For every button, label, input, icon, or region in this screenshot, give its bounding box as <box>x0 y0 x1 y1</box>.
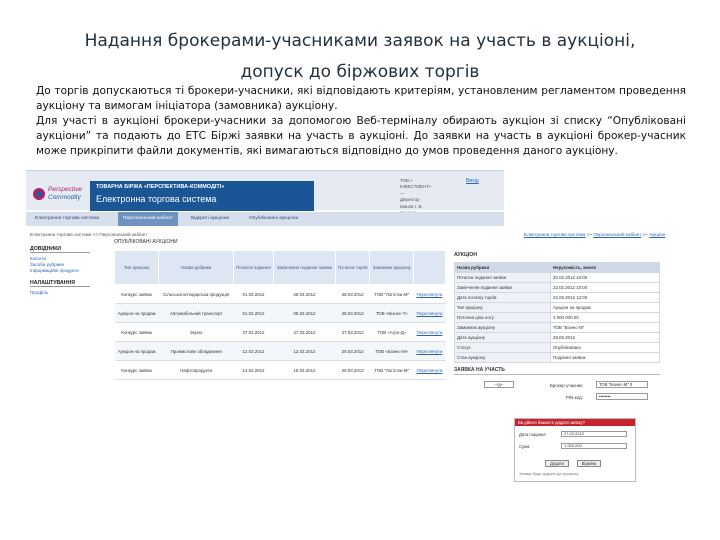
table-cell: 27.03.2012 <box>233 323 273 342</box>
view-link[interactable]: Переглянути <box>414 285 446 304</box>
table-cell: Аукціон на продаж <box>115 342 159 361</box>
table-cell: 29.03.2012 <box>335 342 370 361</box>
logo-icon <box>32 187 46 201</box>
detail-key: Замовник аукціону <box>455 323 551 333</box>
tab-ets[interactable]: Електронна торгова система <box>35 216 100 221</box>
table-row[interactable] <box>115 285 446 304</box>
dialog-note: Заявку буде додано до аукціону <box>519 471 579 476</box>
col-header: Початок подання <box>233 251 273 285</box>
table-cell: 01.03.2012 <box>233 304 273 323</box>
col-header <box>414 251 446 285</box>
user-info <box>400 178 460 216</box>
detail-value: Опубліковано <box>551 343 660 353</box>
table-cell: 29.03.2012 <box>335 361 370 380</box>
user-line: ТОВ « <box>400 178 413 183</box>
paragraph-1: До торгів допускаються ті брокери-учасники, які відповідають критеріям, установленим регламентом проведення аукціону та вимогам ініціатора (замовника) аукціону. <box>36 85 686 112</box>
auction-details-table <box>454 262 660 363</box>
table-cell: 09.03.2012 <box>274 304 336 323</box>
detail-value: 29.02.2012 <box>551 333 660 343</box>
col-header: Замовник аукціону <box>370 251 414 285</box>
tab-published-auctions[interactable]: Опубліковані аукціони <box>249 216 299 221</box>
web-terminal-screenshot <box>26 162 700 502</box>
broker-field[interactable]: ТОВ "Бізнес-М" 0 <box>596 381 648 388</box>
table-cell: ТОВ «Агро-Д» <box>370 323 414 342</box>
detail-key: Статус <box>455 343 551 353</box>
sum-field[interactable]: 1 000 000 <box>561 443 627 449</box>
detail-key: Тип аукціону <box>455 303 551 313</box>
slide-title <box>0 26 720 88</box>
detail-key: Дата аукціону <box>455 333 551 343</box>
paragraph-2: Для участі в аукціоні брокери-учасники за допомогою Веб-терміналу обирають аукціон зі списку “Опубліковані аукціони” та подають до ЕТС Біржі заявки на участь в аукціоні. До заявки на участь в аукціоні брокер-учасник може прикріпити файли документів, які вимагаються відповідно до умов проведення даного аукціону. <box>36 115 686 157</box>
table-cell: 01.03.2012 <box>233 285 273 304</box>
sidebar-item-clients[interactable]: Клієнти <box>30 256 46 261</box>
request-box <box>454 374 660 418</box>
table-cell: Аукціон на продаж <box>115 304 159 323</box>
detail-value: 1 000 000.00 <box>551 313 660 323</box>
table-row[interactable] <box>115 361 446 380</box>
detail-value: 20.02.2012 10:00 <box>551 273 660 283</box>
main-nav <box>26 212 504 226</box>
exit-link[interactable]: Вихід <box>466 178 479 184</box>
request-title: ЗАЯВКА НА УЧАСТЬ <box>454 367 505 373</box>
detail-value: Подання заявок <box>551 353 660 363</box>
date-field[interactable]: 27.02.2012 <box>561 431 627 437</box>
table-cell: ТОВ «Бізнес-Т» <box>370 304 414 323</box>
detail-key: Початок подання заявок <box>455 273 551 283</box>
pin-field[interactable]: •••••••• <box>596 393 648 400</box>
user-line: Іванов І. В. <box>400 203 423 209</box>
table-cell: 28.03.2012 <box>335 304 370 323</box>
crumb-ets[interactable]: Електронна торгова система <box>524 232 586 237</box>
sidebar-heading: ДОВІДНИКИ <box>30 246 90 253</box>
request-select[interactable]: --Ід-- <box>484 381 514 388</box>
view-link[interactable]: Переглянути <box>414 342 446 361</box>
auctions-table <box>114 250 446 380</box>
detail-value: Нерухомість, земля <box>551 263 660 273</box>
table-row[interactable] <box>115 323 446 342</box>
col-header: Тип аукціону <box>115 251 159 285</box>
table-cell: 28.03.2012 <box>274 285 336 304</box>
sum-label: Сума <box>519 444 530 449</box>
banner-main: Електронна торгова система <box>96 194 217 204</box>
tab-personal-cabinet[interactable]: Персональний кабінет <box>118 212 178 226</box>
tab-open-auctions[interactable]: Відкриті аукціони <box>191 216 230 221</box>
table-cell: 12.03.2012 <box>233 342 273 361</box>
view-link[interactable]: Переглянути <box>414 304 446 323</box>
date-label: Дата подання <box>519 432 546 437</box>
table-cell: ТОВ "Логістик-М" <box>370 285 414 304</box>
table-cell: 12.03.2012 <box>274 342 336 361</box>
table-cell: Сільськогосподарська продукція <box>159 285 234 304</box>
system-banner <box>90 181 314 211</box>
slide-title-line2: допуск до біржових торгів <box>240 62 480 82</box>
table-cell: 27.03.2012 <box>335 323 370 342</box>
user-line: — <box>400 190 405 196</box>
table-cell: Зерно <box>159 323 234 342</box>
app-header <box>26 170 504 210</box>
table-cell: 14.03.2012 <box>233 361 273 380</box>
sidebar <box>30 246 90 296</box>
banner-top: ТОВАРНА БІРЖА «ПЕРСПЕКТИВА-КОММОДІТІ» <box>96 184 225 190</box>
table-cell: 15.03.2012 <box>274 361 336 380</box>
detail-key: Назва рубрики <box>455 263 551 273</box>
sidebar-item-profile[interactable]: Профіль <box>30 290 49 295</box>
table-row[interactable] <box>115 342 446 361</box>
table-row[interactable] <box>115 304 446 323</box>
table-cell: Конкурс заявок <box>115 285 159 304</box>
detail-key: Закінчення подання заявок <box>455 283 551 293</box>
slide-title-line1: Надання брокерами-учасниками заявок на участь в аукціоні, <box>84 31 636 51</box>
body-text <box>36 84 686 159</box>
broker-label: Брокер-учасник: <box>550 383 584 388</box>
sidebar-heading: НАЛАШТУВАННЯ <box>30 280 90 287</box>
table-cell: Промислове обладнання <box>159 342 234 361</box>
table-cell: 27.03.2012 <box>274 323 336 342</box>
detail-value: Аукціон на продаж <box>551 303 660 313</box>
detail-value: ТОВ "Бізнес-М" <box>551 323 660 333</box>
detail-key: Поточна ціна лоту <box>455 313 551 323</box>
view-link[interactable]: Переглянути <box>414 323 446 342</box>
table-cell: ТОВ «Бізнес-М» <box>370 342 414 361</box>
logo <box>32 183 86 207</box>
sidebar-item-rubrics[interactable]: Засоби рубрики <box>30 262 64 267</box>
detail-value: 22.02.2012 10:00 <box>551 283 660 293</box>
dialog-header: Ви дійсно бажаєте додати заявку? <box>515 419 635 426</box>
logo-text-1: Perspective <box>48 186 82 193</box>
confirm-dialog <box>514 418 636 482</box>
user-line: Директор <box>400 197 420 203</box>
breadcrumb: Електронна торгова система >> Персональний кабінет <box>30 232 148 237</box>
table-cell: ТОВ "Логістик-М" <box>370 361 414 380</box>
table-cell: 28.03.2012 <box>335 285 370 304</box>
detail-key: Стан аукціону <box>455 353 551 363</box>
breadcrumb-right: Електронна торгова система >> Персональний кабінет >> Аукціон <box>524 232 666 237</box>
detail-key: Дата початку торгів <box>455 293 551 303</box>
add-button[interactable]: Додати <box>545 460 569 467</box>
table-cell: Конкурс заявок <box>115 323 159 342</box>
crumb-auction[interactable]: Аукціон <box>649 232 666 237</box>
table-cell: Нафтопродукти <box>159 361 234 380</box>
detail-value: 22.02.2012 12:00 <box>551 293 660 303</box>
sidebar-item-products[interactable]: Інформаційні продукти <box>30 268 79 273</box>
col-header: Назва рубрики <box>159 251 234 285</box>
table-header-row <box>115 251 446 285</box>
crumb-cabinet[interactable]: Персональний кабінет <box>593 232 642 237</box>
published-auctions-title: ОПУБЛІКОВАНІ АУКЦІОНИ <box>114 239 178 245</box>
col-header: Початок торгів <box>335 251 370 285</box>
details-title: АУКЦІОН <box>454 252 477 258</box>
col-header: Закінчення подання заявок <box>274 251 336 285</box>
user-line: ІНВЕСТМЕНТ» <box>400 184 432 190</box>
cancel-button[interactable]: Відміна <box>577 460 601 467</box>
table-cell: Конкурс заявок <box>115 361 159 380</box>
pin-label: PIN-код: <box>566 395 583 400</box>
table-cell: Автомобільний транспорт <box>159 304 234 323</box>
view-link[interactable]: Переглянути <box>414 361 446 380</box>
logo-text-2: Commodity <box>48 194 81 201</box>
